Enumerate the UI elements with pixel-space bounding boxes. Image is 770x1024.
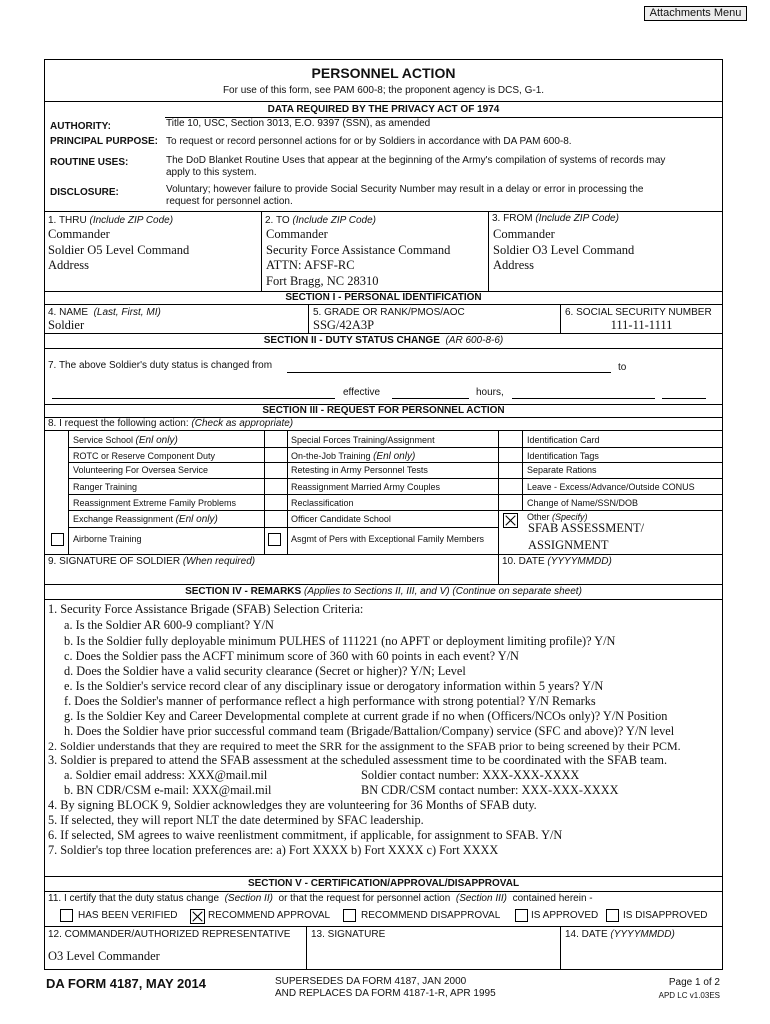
purpose-text: To request or record personnel actions for or by Soldiers in accordance with DA PAM 600-8. [166,136,572,147]
section2-header: SECTION II - DUTY STATUS CHANGE (AR 600-8-6) [263,335,504,346]
divider [560,926,561,970]
remark-line: e. Is the Soldier's service record clear of any disciplinary issue or derogatory information within 5 years? Y/N [64,679,604,693]
disclosure-text-2: request for personnel action. [166,196,293,207]
divider [44,926,723,927]
divider [498,430,499,554]
divider [44,554,723,555]
divider [264,430,265,554]
commander-label: 12. COMMANDER/AUTHORIZED REPRESENTATIVE [48,929,291,940]
status-to-field[interactable] [52,398,335,399]
divider [44,430,723,431]
other-specify-field[interactable]: SFAB ASSESSMENT/ ASSIGNMENT [528,521,645,552]
certify-text: 11. I certify that the duty status change (Section II) or that the request for personnel action (Section III) contained herein - [48,893,593,904]
remark-line: 4. By signing BLOCK 9, Soldier acknowledges they are volunteering for 36 Months of SFAB duty. [48,798,537,812]
remark-line: c. Does the Soldier pass the ACFT minimum score of 360 with 60 points in each event? Y/N [64,649,519,663]
grade-label: 5. GRADE OR RANK/PMOS/AOC [313,307,465,318]
section4-header: SECTION IV - REMARKS (Applies to Sections II, III, and V) (Continue on separate sheet) [185,586,582,597]
hours-extra-field[interactable] [662,398,706,399]
has-been-verified-checkbox[interactable] [60,909,73,922]
remark-line: 5. If selected, they will report NLT the date determined by SFAC leadership. [48,813,424,827]
to-field[interactable]: Commander Security Force Assistance Command ATTN: AFSF-RC Fort Bragg, NC 28310 [266,227,451,288]
divider [44,348,723,349]
ssn-field[interactable]: 111-11-1111 [610,318,673,332]
divider [44,599,723,600]
divider [68,510,723,511]
remark-line: 1. Security Force Assistance Brigade (SFAB) Selection Criteria: [48,602,364,616]
purpose-label: PRINCIPAL PURPOSE: [50,136,158,147]
form-id: DA FORM 4187, MAY 2014 [46,976,206,991]
approval-date-label: 14. DATE (YYYYMMDD) [565,929,675,940]
routine-text-2: apply to this system. [166,167,257,178]
airborne-checkbox[interactable] [51,533,64,546]
effective-label: effective [343,387,381,398]
action-option: Airborne Training [73,534,142,544]
to-label: 2. TO (Include ZIP Code) [265,215,376,226]
divider [498,554,499,584]
authority-label: AUTHORITY: [50,121,111,132]
x-mark-icon [504,514,517,527]
status-to-label: to [618,362,627,373]
status-from-field[interactable] [287,372,611,373]
remark-line: 7. Soldier's top three location preferences are: a) Fort XXXX b) Fort XXXX c) Fort XXXX [48,843,499,857]
divider [44,584,723,585]
section1-header: SECTION I - PERSONAL IDENTIFICATION [285,292,482,303]
remark-line: 2. Soldier understands that they are required to meet the SRR for the assignment to the SFAB prior to being screened by their PCM. [48,739,681,753]
divider [306,926,307,970]
divider [68,430,69,554]
action-option: Reclassification [291,498,354,508]
other-checkbox[interactable] [503,513,518,528]
remark-line: a. Soldier email address: XXX@mail.mil [64,768,268,782]
section5-header: SECTION V - CERTIFICATION/APPROVAL/DISAPPROVAL [247,878,520,889]
remark-line: g. Is the Soldier Key and Career Developmental complete at current grade if no when (Officers/NCOs only)? Y/N Position [64,709,668,723]
action-option: Identification Card [527,435,600,445]
divider [44,211,723,212]
divider [44,101,723,102]
action-option: ROTC or Reserve Component Duty [73,451,216,461]
remark-line: 3. Soldier is prepared to attend the SFAB assessment at the scheduled assessment time to be coordinated with the SFAB team. [48,753,668,767]
routine-text: The DoD Blanket Routine Uses that appear at the beginning of the Army's compilation of systems of records may [166,155,666,166]
action-option: Officer Candidate School [291,514,391,524]
divider [68,447,723,448]
privacy-act-header: DATA REQUIRED BY THE PRIVACY ACT OF 1974 [267,104,500,115]
name-label: 4. NAME (Last, First, MI) [48,307,161,318]
action-option: Reassignment Extreme Family Problems [73,498,237,508]
remark-line: Soldier contact number: XXX-XXX-XXXX [361,768,580,782]
divider [44,891,723,892]
ssn-label: 6. SOCIAL SECURITY NUMBER [565,307,712,318]
recommend-disapproval-label: RECOMMEND DISAPPROVAL [361,910,501,921]
form-use-note: For use of this form, see PAM 600-8; the proponent agency is DCS, G-1. [222,85,545,96]
remark-line: b. Is the Soldier fully deployable minimum PULHES of 111221 (no APFT or deployment limiting profile)? Y/N [64,634,616,648]
request-intro: 8. I request the following action: (Check as appropriate) [48,418,294,429]
action-option: Identification Tags [527,451,599,461]
action-option: Service School (Enl only) [73,435,178,446]
authority-text: Title 10, USC, Section 3013, E.O. 9397 (SSN), as amended [166,118,431,129]
hours-label: hours, [476,387,504,398]
duty-status-text: 7. The above Soldier's duty status is changed from [48,360,273,371]
divider [488,211,489,291]
date-label: 10. DATE (YYYYMMDD) [502,556,612,567]
divider [68,462,723,463]
x-mark-icon [191,910,204,923]
divider [68,527,498,528]
remark-line: d. Does the Soldier have a valid security clearance (Secret or higher)? Y/N; Level [64,664,466,678]
other-label: Other (Specify) [527,512,588,522]
remark-line: b. BN CDR/CSM e-mail: XXX@mail.mil [64,783,272,797]
remark-line: 6. If selected, SM agrees to waive reenlistment commitment, if applicable, for assignment to SFAB. Y/N [48,828,563,842]
action-option: Change of Name/SSN/DOB [527,498,639,508]
divider [44,304,723,305]
section3-header: SECTION III - REQUEST FOR PERSONNEL ACTION [262,405,505,416]
action-option: On-the-Job Training (Enl only) [291,451,416,462]
recommend-disapproval-checkbox[interactable] [343,909,356,922]
divider [68,494,723,495]
form-title: PERSONNEL ACTION [311,65,456,81]
has-been-verified-label: HAS BEEN VERIFIED [78,910,178,921]
is-approved-label: IS APPROVED [531,910,599,921]
version: APD LC v1.03ES [658,991,720,1000]
is-approved-checkbox[interactable] [515,909,528,922]
divider [44,333,723,334]
page-number: Page 1 of 2 [668,977,720,988]
divider [308,304,309,333]
exceptional-family-checkbox[interactable] [268,533,281,546]
disclosure-label: DISCLOSURE: [50,187,119,198]
grade-field[interactable]: SSG/42A3P [313,318,375,332]
remark-line: h. Does the Soldier have prior successful command team (Brigade/Battalion/Company) service (SFC and above)? Y/N level [64,724,675,738]
action-option: Separate Rations [527,465,597,475]
divider [44,876,723,877]
commander-field[interactable]: O3 Level Commander [48,949,160,963]
recommend-approval-label: RECOMMEND APPROVAL [208,910,331,921]
divider [287,430,288,554]
divider [68,478,723,479]
from-field[interactable]: Commander Soldier O3 Level Command Address [493,227,635,272]
disclosure-text: Voluntary; however failure to provide Social Security Number may result in a delay or error in processing the [166,184,644,195]
divider [261,211,262,291]
thru-label: 1. THRU (Include ZIP Code) [48,215,174,226]
action-option: Asgmt of Pers with Exceptional Family Members [291,534,485,544]
action-option: Reassignment Married Army Couples [291,482,441,492]
from-label: 3. FROM (Include ZIP Code) [492,213,619,224]
action-option: Volunteering For Oversea Service [73,465,209,475]
action-option: Retesting in Army Personnel Tests [291,465,428,475]
hours-field[interactable] [512,398,655,399]
effective-field[interactable] [392,398,469,399]
thru-field[interactable]: Commander Soldier O5 Level Command Address [48,227,190,272]
action-option: Leave - Excess/Advance/Outside CONUS [527,482,695,492]
recommend-approval-checkbox[interactable] [190,909,205,924]
soldier-signature-label: 9. SIGNATURE OF SOLDIER (When required) [48,556,256,567]
is-disapproved-checkbox[interactable] [606,909,619,922]
attachments-menu-button[interactable]: Attachments Menu [644,6,747,21]
remark-line: a. Is the Soldier AR 600-9 compliant? Y/N [64,618,274,632]
signature-label: 13. SIGNATURE [311,929,386,940]
action-option: Exchange Reassignment (Enl only) [73,514,218,525]
name-field[interactable]: Soldier [48,318,85,332]
routine-label: ROUTINE USES: [50,157,129,168]
action-option: Special Forces Training/Assignment [291,435,435,445]
remark-line: f. Does the Soldier's manner of performance reflect a high performance with strong potential? Y/N Remarks [64,694,596,708]
action-option: Ranger Training [73,482,138,492]
supersedes-note: SUPERSEDES DA FORM 4187, JAN 2000 AND REPLACES DA FORM 4187-1-R, APR 1995 [275,976,496,999]
divider [522,430,523,511]
is-disapproved-label: IS DISAPPROVED [623,910,708,921]
remark-line: BN CDR/CSM contact number: XXX-XXX-XXXX [361,783,619,797]
